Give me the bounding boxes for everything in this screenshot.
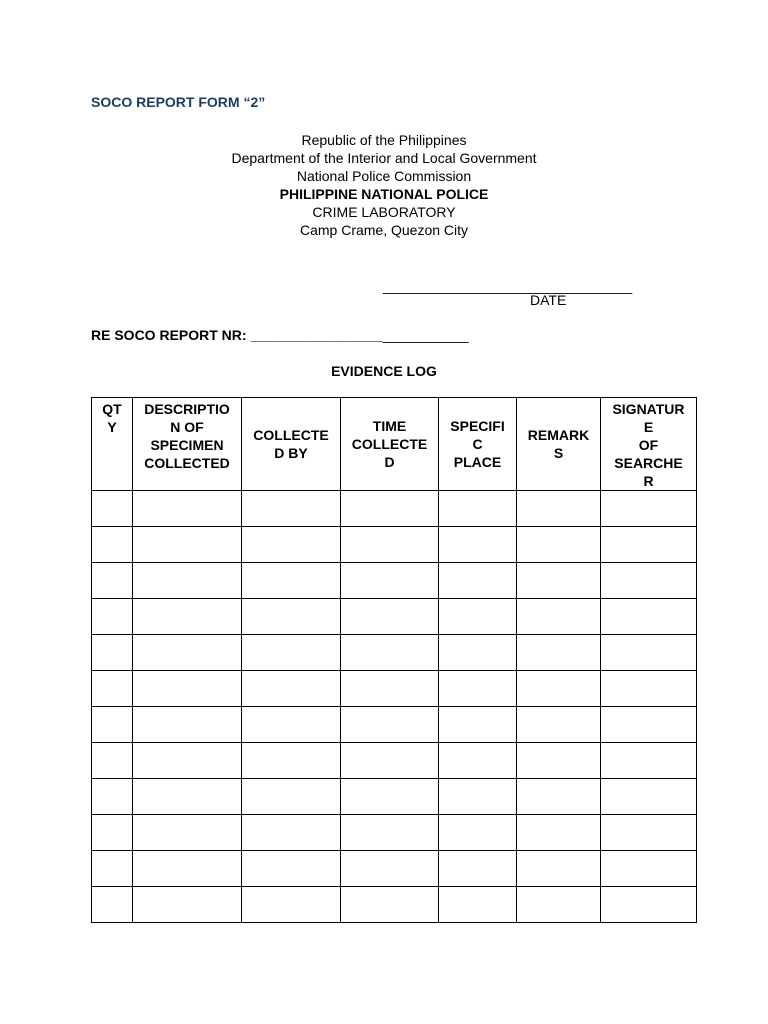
header-department: Department of the Interior and Local Government: [231, 150, 537, 166]
report-number-blank-continued: ___________: [382, 327, 469, 343]
table-cell: [242, 779, 341, 815]
table-cell: [133, 851, 242, 887]
table-cell: [517, 671, 601, 707]
table-row: [92, 599, 697, 635]
table-row: [92, 671, 697, 707]
col-header-line: R: [643, 473, 654, 489]
table-cell: [439, 887, 517, 923]
table-cell: [439, 707, 517, 743]
col-header-line: Y: [107, 419, 117, 435]
col-header-description: [133, 398, 242, 491]
table-cell: [601, 491, 697, 527]
table-cell: [517, 563, 601, 599]
header-address: Camp Crame, Quezon City: [299, 222, 469, 238]
table-cell: [133, 887, 242, 923]
table-cell: [242, 743, 341, 779]
col-header-line: D: [384, 454, 395, 470]
header-crime-lab: CRIME LABORATORY: [312, 204, 456, 220]
col-header-line: SIGNATUR: [612, 401, 685, 417]
table-cell: [601, 635, 697, 671]
table-cell: [341, 779, 439, 815]
table-cell: [242, 563, 341, 599]
table-cell: [601, 707, 697, 743]
header-commission: National Police Commission: [296, 168, 472, 184]
col-header-line: QT: [102, 401, 122, 417]
date-label: DATE: [530, 292, 567, 308]
table-cell: [92, 887, 133, 923]
table-cell: [133, 527, 242, 563]
table-cell: [517, 491, 601, 527]
col-header-collected-by: [242, 398, 341, 491]
table-cell: [439, 743, 517, 779]
header-pnp: PHILIPPINE NATIONAL POLICE: [279, 186, 489, 202]
table-cell: [601, 851, 697, 887]
table-cell: [601, 815, 697, 851]
table-cell: [242, 815, 341, 851]
col-header-line: OF: [638, 437, 659, 453]
table-row: [92, 707, 697, 743]
table-cell: [341, 563, 439, 599]
col-header-line: S: [553, 445, 564, 461]
table-cell: [439, 815, 517, 851]
col-header-line: DESCRIPTIO: [144, 401, 230, 417]
table-cell: [92, 527, 133, 563]
table-cell: [92, 563, 133, 599]
table-cell: [341, 635, 439, 671]
table-cell: [133, 743, 242, 779]
table-cell: [601, 779, 697, 815]
table-cell: [439, 563, 517, 599]
col-header-line: D BY: [274, 445, 308, 461]
table-cell: [439, 635, 517, 671]
table-row: [92, 779, 697, 815]
letterhead: [0, 131, 768, 239]
table-cell: [341, 491, 439, 527]
table-cell: [133, 491, 242, 527]
table-cell: [133, 815, 242, 851]
table-cell: [601, 671, 697, 707]
table-cell: [133, 635, 242, 671]
table-cell: [439, 779, 517, 815]
table-cell: [601, 743, 697, 779]
table-cell: [601, 599, 697, 635]
table-row: [92, 887, 697, 923]
evidence-log-table: [91, 397, 697, 923]
date-blank-line: ________________________________: [383, 278, 633, 294]
table-cell: [92, 635, 133, 671]
table-cell: [92, 707, 133, 743]
table-cell: [133, 779, 242, 815]
table-cell: [242, 851, 341, 887]
table-cell: [517, 707, 601, 743]
col-header-line: SEARCHE: [614, 455, 683, 471]
table-cell: [242, 527, 341, 563]
table-cell: [517, 779, 601, 815]
table-cell: [341, 707, 439, 743]
table-cell: [601, 887, 697, 923]
col-header-line: REMARK: [527, 427, 590, 443]
table-cell: [601, 563, 697, 599]
table-cell: [242, 671, 341, 707]
table-cell: [341, 671, 439, 707]
table-cell: [242, 599, 341, 635]
col-header-line: COLLECTED: [144, 455, 230, 471]
col-header-line: PLACE: [453, 454, 502, 470]
table-cell: [341, 527, 439, 563]
col-header-line: C: [472, 436, 483, 452]
col-header-qty: [92, 398, 133, 491]
table-cell: [517, 527, 601, 563]
table-cell: [439, 527, 517, 563]
table-cell: [517, 635, 601, 671]
col-header-signature: [601, 398, 697, 491]
table-cell: [133, 563, 242, 599]
table-cell: [341, 599, 439, 635]
evidence-log-title: EVIDENCE LOG: [331, 363, 437, 379]
header-republic: Republic of the Philippines: [301, 132, 467, 148]
table-row: [92, 527, 697, 563]
table-cell: [439, 671, 517, 707]
col-header-line: COLLECTE: [351, 436, 428, 452]
table-cell: [517, 815, 601, 851]
table-cell: [133, 707, 242, 743]
table-cell: [92, 779, 133, 815]
table-cell: [242, 491, 341, 527]
col-header-line: SPECIFI: [450, 418, 505, 434]
table-cell: [242, 635, 341, 671]
col-header-line: SPECIMEN: [150, 437, 224, 453]
table-row: [92, 851, 697, 887]
report-number-field: [91, 327, 469, 343]
table-cell: [133, 599, 242, 635]
col-header-line: COLLECTE: [253, 427, 329, 443]
table-cell: [92, 743, 133, 779]
table-cell: [439, 491, 517, 527]
table-body: [92, 491, 697, 923]
table-cell: [92, 599, 133, 635]
report-number-blank: _________________: [250, 327, 383, 343]
table-cell: [341, 815, 439, 851]
table-row: [92, 743, 697, 779]
col-header-remarks: [517, 398, 601, 491]
table-cell: [439, 599, 517, 635]
report-number-label: RE SOCO REPORT NR:: [91, 327, 251, 343]
table-cell: [517, 599, 601, 635]
table-cell: [242, 887, 341, 923]
table-cell: [92, 671, 133, 707]
table-cell: [517, 743, 601, 779]
col-header-specific-place: [439, 398, 517, 491]
table-row: [92, 563, 697, 599]
col-header-time-collected: [341, 398, 439, 491]
table-cell: [92, 815, 133, 851]
table-cell: [341, 851, 439, 887]
table-row: [92, 815, 697, 851]
table-cell: [242, 707, 341, 743]
table-cell: [439, 851, 517, 887]
table-cell: [601, 527, 697, 563]
table-header-row: [92, 398, 697, 491]
table-cell: [92, 491, 133, 527]
col-header-line: N OF: [170, 419, 204, 435]
col-header-line: TIME: [372, 418, 407, 434]
table-cell: [517, 887, 601, 923]
table-cell: [341, 743, 439, 779]
table-row: [92, 635, 697, 671]
form-title: SOCO REPORT FORM “2”: [91, 94, 266, 110]
table-cell: [133, 671, 242, 707]
table-row: [92, 491, 697, 527]
table-cell: [92, 851, 133, 887]
col-header-line: E: [643, 419, 654, 435]
table-cell: [341, 887, 439, 923]
table-cell: [517, 851, 601, 887]
